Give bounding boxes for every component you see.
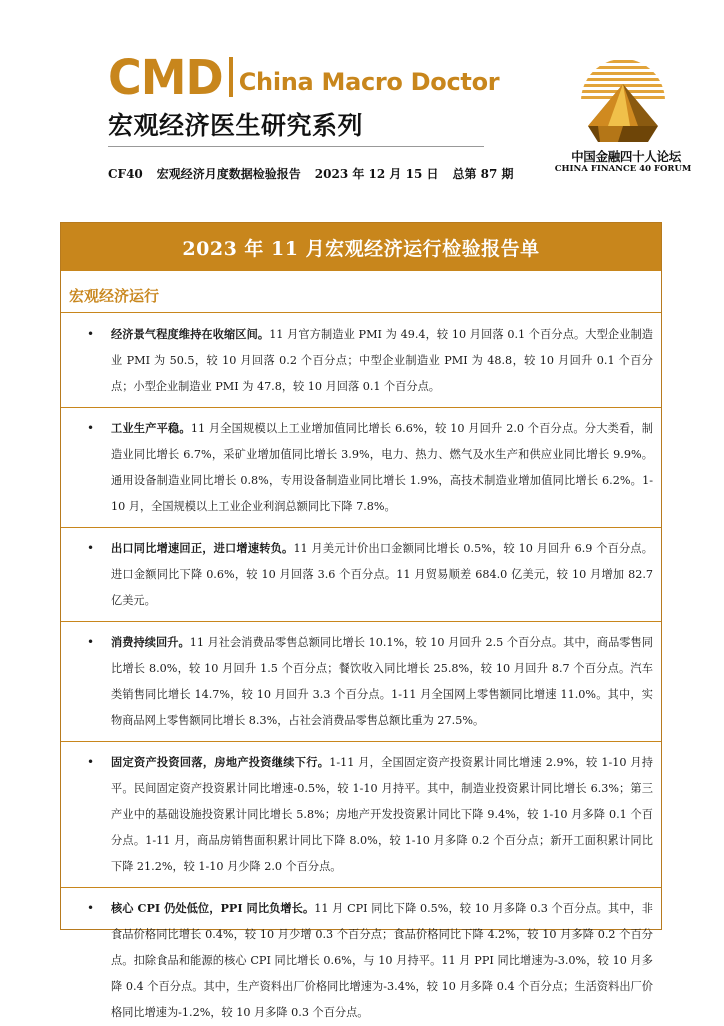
- item-lead: 固定资产投资回落，房地产投资继续下行。: [111, 755, 330, 769]
- report-date: 2023 年 12 月 15 日: [314, 167, 439, 181]
- brand-short: CMD: [108, 48, 223, 106]
- report-card: [60, 222, 662, 1019]
- forum-logo-icon: [578, 56, 668, 146]
- report-issue: 总第 87 期: [452, 167, 514, 181]
- item-text: 11 月 CPI 同比下降 0.5%，较 10 月多降 0.3 个百分点。其中，非食品价格同比增长 0.4%，较 10 月少增 0.3 个百分点；食品价格同比下降 4.2%，较 10 月多降 0.2 个百分点。扣除食品和能源的核心 CPI 同比增长 0.6%，与 10 月持平。11 月 PPI 同比增速为-3.0%，较 10 月多降 0.4 个百分点。其中，生产资料出厂价格同比增速为-3.4%，较 10 月多降 0.4 个百分点；生活资料出厂价格同比增速为-1.2%，较 10 月多降 0.3 个百分点。: [111, 902, 653, 1019]
- indicator-list: [61, 321, 661, 1026]
- bullet-dot-icon: •: [87, 327, 95, 341]
- series-title: 宏观经济医生研究系列: [108, 111, 364, 140]
- item-text: 11 月社会消费品零售总额同比增长 10.1%，较 10 月回升 2.5 个百分点。其中，商品零售同比增长 8.0%，较 10 月回升 1.5 个百分点；餐饮收入同比增长 25.8%，较 10 月回升 8.7 个百分点。汽车类销售同比增长 14.7%，较 10 月回升 3.3 个百分点。1-11 月全国网上零售额同比增速 11.0%。其中，实物商品网上零售额同比增长 8.3%，占社会消费品零售总额比重为 27.5%。: [111, 636, 653, 727]
- item-lead: 出口同比增速回正，进口增速转负。: [111, 541, 294, 555]
- bullet-dot-icon: •: [87, 755, 95, 769]
- list-item: [61, 415, 661, 520]
- bullet-dot-icon: •: [87, 541, 95, 555]
- item-divider: [61, 621, 661, 622]
- report-code: CF40: [108, 167, 143, 181]
- brand-logo: [108, 48, 500, 106]
- section-title: 宏观经济运行: [69, 287, 160, 305]
- list-item: [61, 629, 661, 734]
- bullet-dot-icon: •: [87, 421, 95, 435]
- list-item: [61, 749, 661, 880]
- bullet-dot-icon: •: [87, 635, 95, 649]
- item-text: 1-11 月，全国固定资产投资累计同比增速 2.9%，较 1-10 月持平。民间固定资产投资累计同比增速-0.5%，较 1-10 月持平。其中，制造业投资累计同比增长 6.3%；第三产业中的基础设施投资累计同比增长 5.8%；房地产开发投资累计同比下降 9.4%，较 1-10 月多降 0.1 个百分点。1-11 月，商品房销售面积累计同比下降 8.0%，较 1-10 月多降 0.2 个百分点；新开工面积累计同比下降 21.2%，较 1-10 月少降 2.0 个百分点。: [111, 756, 653, 873]
- report-title: 2023 年 11 月宏观经济运行检验报告单: [61, 223, 661, 271]
- list-item: [61, 321, 661, 400]
- item-divider: [61, 887, 661, 888]
- forum-name-cn: 中国金融四十人论坛: [571, 149, 681, 164]
- header-divider: [108, 146, 484, 147]
- item-lead: 工业生产平稳。: [111, 421, 191, 435]
- section-divider: [61, 312, 661, 313]
- item-text: 11 月官方制造业 PMI 为 49.4，较 10 月回落 0.1 个百分点。大型企业制造业 PMI 为 50.5，较 10 月回落 0.2 个百分点；中型企业制造业 PMI 为 48.8，较 10 月回升 0.1 个百分点；小型企业制造业 PMI 为 47.8，较 10 月回落 0.1 个百分点。: [111, 328, 653, 393]
- brand-divider: [229, 57, 233, 97]
- report-meta: [108, 165, 528, 182]
- forum-name-en: CHINA FINANCE 40 FORUM: [554, 164, 692, 174]
- item-divider: [61, 527, 661, 528]
- item-lead: 经济景气程度维持在收缩区间。: [111, 327, 270, 341]
- item-text: 11 月美元计价出口金额同比增长 0.5%，较 10 月回升 6.9 个百分点。进口金额同比下降 0.6%，较 10 月回落 3.6 个百分点。11 月贸易顺差 684.0 亿美元，较 10 月增加 82.7 亿美元。: [111, 542, 653, 607]
- report-type: 宏观经济月度数据检验报告: [156, 167, 301, 181]
- item-lead: 核心 CPI 仍处低位，PPI 同比负增长。: [111, 901, 315, 915]
- brand-english-name: China Macro Doctor: [238, 68, 500, 96]
- item-divider: [61, 741, 661, 742]
- item-divider: [61, 407, 661, 408]
- list-item: [61, 895, 661, 1026]
- item-lead: 消费持续回升。: [111, 635, 190, 649]
- bullet-dot-icon: •: [87, 901, 95, 915]
- list-item: [61, 535, 661, 614]
- item-text: 11 月全国规模以上工业增加值同比增长 6.6%，较 10 月回升 2.0 个百分点。分大类看，制造业同比增长 6.7%，采矿业增加值同比增长 3.9%，电力、热力、燃气及水生产和供应业同比增长 9.9%。通用设备制造业同比增长 0.8%，专用设备制造业同比增长 1.9%，高技术制造业增加值同比增长 6.2%。1-10 月，全国规模以上工业企业利润总额同比下降 7.8%。: [111, 422, 653, 513]
